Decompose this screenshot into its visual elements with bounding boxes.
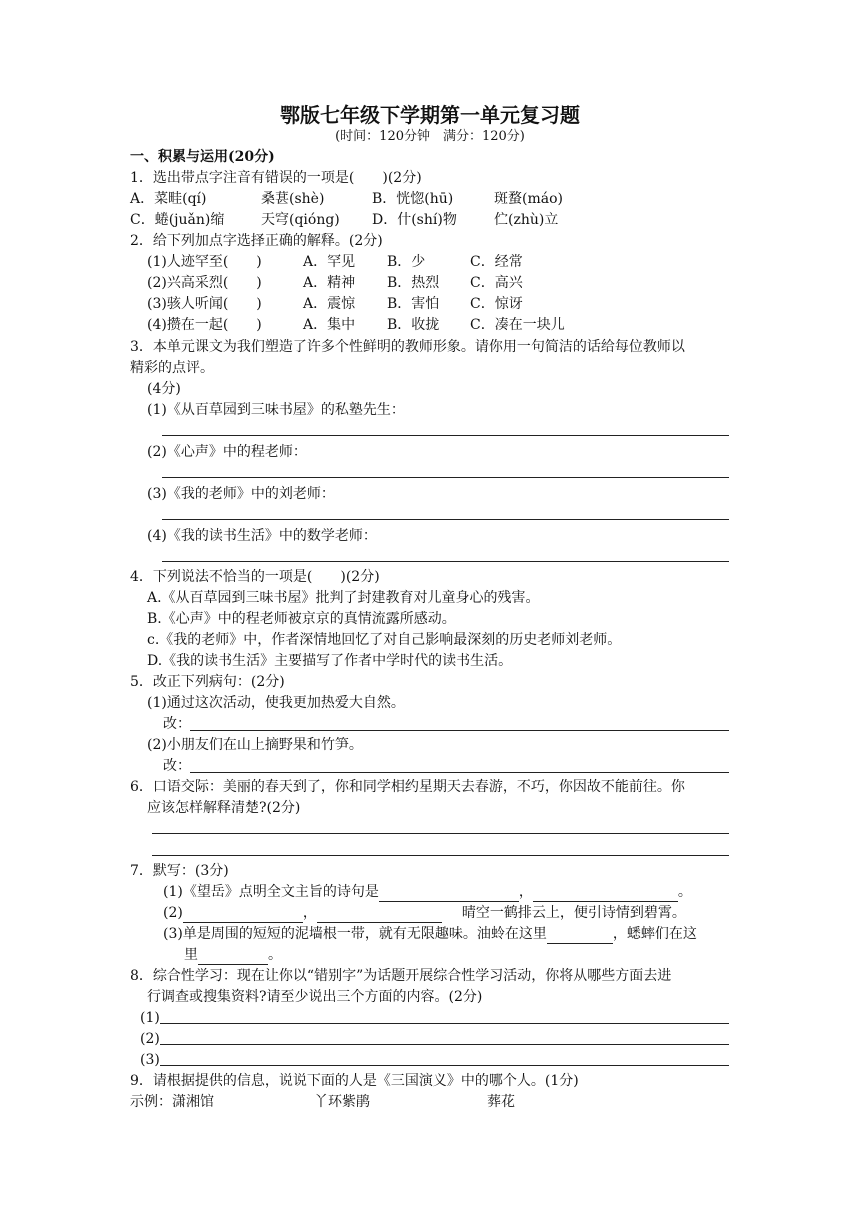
q7-line-4: [184, 945, 282, 965]
q2-item: (1)人迹罕至( ): [147, 254, 262, 270]
q4-option: B.《心声》中的程老师被京京的真情流露所感动。: [147, 611, 456, 627]
answer-line: [190, 772, 729, 773]
q7-line-1-text: (1)《望岳》点明全文主旨的诗句是: [163, 884, 379, 900]
punctuation: 。: [268, 947, 282, 963]
q1-option: 斑蝥(máo): [494, 191, 563, 207]
question-2-stem: 2．给下列加点字选择正确的解释。(2分): [130, 233, 383, 249]
answer-line: [152, 855, 729, 856]
answer-line: [160, 1023, 729, 1024]
q1-option: D．什(shí)物: [372, 212, 457, 228]
q2-choice: C．凑在一块儿: [470, 317, 565, 333]
q4-option: c.《我的老师》中，作者深情地回忆了对自己影响最深刻的历史老师刘老师。: [147, 632, 622, 648]
fill-blank: [533, 887, 678, 902]
q2-choice: B．少: [387, 254, 426, 270]
answer-line: [162, 477, 729, 478]
q7-line-3: [163, 924, 697, 944]
fill-blank: [317, 908, 442, 923]
q8-item-label: (1): [140, 1010, 160, 1026]
question-6-stem-cont: 应该怎样解释清楚?(2分): [147, 800, 301, 816]
q2-item: (2)兴高采烈( ): [147, 275, 262, 291]
q2-item: (3)骇人听闻( ): [147, 296, 262, 312]
q3-item: (3)《我的老师》中的刘老师：: [147, 486, 335, 502]
answer-line: [160, 1065, 729, 1066]
q7-line-3-text-end: ，蟋蟀们在这: [612, 926, 697, 942]
q2-choice: A．精神: [303, 275, 356, 291]
q5-sentence: (1)通过这次活动，使我更加热爱大自然。: [147, 695, 405, 711]
q2-choice: A．震惊: [303, 296, 356, 312]
question-5-stem: 5．改正下列病句：(2分): [130, 674, 285, 690]
question-3-score: (4分): [147, 381, 181, 397]
question-3-stem: 3．本单元课文为我们塑造了许多个性鲜明的教师形象。请你用一句简洁的话给每位教师以: [130, 339, 685, 355]
question-6-stem: 6．口语交际：美丽的春天到了，你和同学相约星期天去春游，不巧，你因故不能前往。你: [130, 779, 685, 795]
page-subtitle: (时间：120分钟 满分：120分): [335, 129, 525, 144]
punctuation: ，: [518, 884, 533, 900]
q4-option: D.《我的读书生活》主要描写了作者中学时代的读书生活。: [147, 653, 513, 669]
q2-choice: C．惊讶: [470, 296, 523, 312]
q1-option: 桑葚(shè): [261, 191, 325, 207]
q5-sentence: (2)小朋友们在山上摘野果和竹笋。: [147, 737, 363, 753]
q1-option: A．菜畦(qí): [130, 191, 207, 207]
q2-choice: B．害怕: [387, 296, 440, 312]
question-3-stem-cont: 精彩的点评。: [130, 360, 214, 376]
q7-line-1: [163, 882, 692, 902]
fill-blank: [547, 929, 613, 944]
q5-fix-label: 改：: [163, 716, 191, 732]
q7-line-4-text: 里: [184, 947, 198, 963]
q7-line-2-text: 晴空一鹤排云上，便引诗情到碧霄。: [461, 905, 686, 921]
question-9-stem: 9．请根据提供的信息，说说下面的人是《三国演义》中的哪个人。(1分): [130, 1073, 579, 1089]
q2-choice: B．收拢: [387, 317, 440, 333]
fill-blank: [379, 887, 519, 902]
answer-line: [162, 435, 729, 436]
q2-choice: C．高兴: [470, 275, 523, 291]
question-8-stem: 8．综合性学习：现在让你以“错别字”为话题开展综合性学习活动，你将从哪些方面去进: [130, 968, 672, 984]
question-4-stem: 4．下列说法不恰当的一项是( )(2分): [130, 569, 380, 585]
answer-line: [162, 519, 729, 520]
q1-option: C．蜷(juǎn)缩: [130, 212, 225, 228]
q1-option: 天穹(qióng): [261, 212, 340, 228]
q1-option: B．恍惚(hū): [372, 191, 454, 207]
section-heading: 一、积累与运用(20分): [130, 149, 275, 165]
q9-example: 丫环紫鹃: [314, 1094, 370, 1110]
q2-choice: A．罕见: [303, 254, 356, 270]
q2-item: (4)攒在一起( ): [147, 317, 262, 333]
q9-example: 示例：潇湘馆: [130, 1094, 214, 1110]
q2-choice: A．集中: [303, 317, 356, 333]
answer-line: [190, 730, 729, 731]
question-8-stem-cont: 行调查或搜集资料?请至少说出三个方面的内容。(2分): [147, 989, 483, 1005]
q4-option: A.《从百草园到三味书屋》批判了封建教育对儿童身心的残害。: [147, 590, 540, 606]
question-7-stem: 7．默写：(3分): [130, 863, 229, 879]
q9-example: 葬花: [487, 1094, 515, 1110]
q8-item-label: (3): [140, 1052, 160, 1068]
q8-item-label: (2): [140, 1031, 160, 1047]
q1-option: 伫(zhù)立: [494, 212, 559, 228]
q3-item: (4)《我的读书生活》中的数学老师：: [147, 528, 377, 544]
answer-line: [162, 561, 729, 562]
q3-item: (1)《从百草园到三味书屋》的私塾先生：: [147, 402, 405, 418]
punctuation: ，: [302, 905, 317, 921]
q5-fix-label: 改：: [163, 758, 191, 774]
page-title: 鄂版七年级下学期第一单元复习题: [280, 103, 580, 127]
q7-line-3-text: (3)单是周围的短短的泥墙根一带，就有无限趣味。油蛉在这里: [163, 926, 547, 942]
q7-line-2-num: (2): [163, 905, 183, 921]
question-1-stem: 1．选出带点字注音有错误的一项是( )(2分): [130, 170, 422, 186]
q3-item: (2)《心声》中的程老师：: [147, 444, 307, 460]
punctuation: 。: [677, 884, 692, 900]
fill-blank: [183, 908, 303, 923]
q2-choice: B．热烈: [387, 275, 440, 291]
fill-blank: [198, 950, 268, 965]
answer-line: [160, 1044, 729, 1045]
answer-line: [152, 833, 729, 834]
q7-line-2: [163, 903, 686, 923]
q2-choice: C．经常: [470, 254, 523, 270]
